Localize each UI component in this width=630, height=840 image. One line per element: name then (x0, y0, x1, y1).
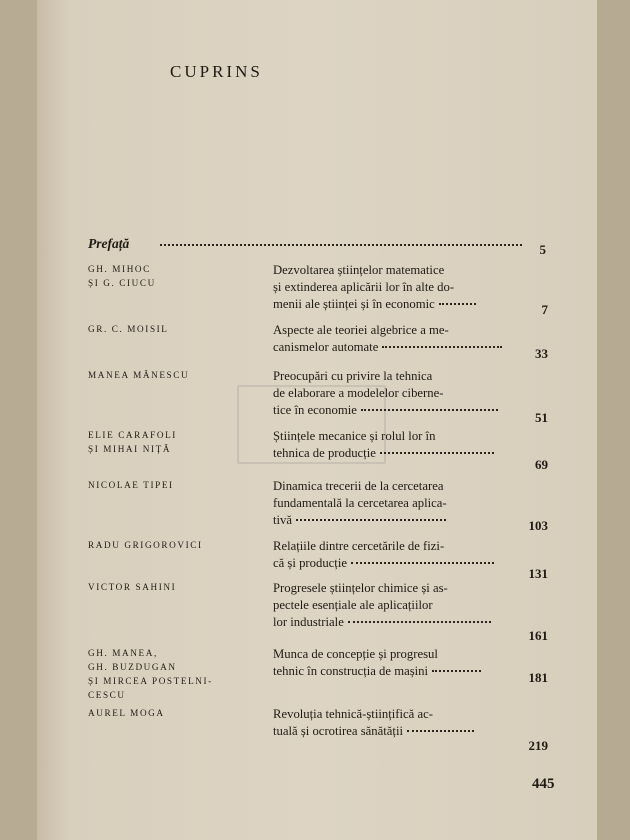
toc-page-number: 181 (528, 670, 548, 685)
page-edge (597, 0, 630, 840)
toc-author: VICTOR SAHINI (88, 582, 177, 592)
toc-author: NICOLAE TIPEI (88, 480, 174, 490)
preface-row (88, 236, 546, 257)
toc-author: MANEA MĂNESCU (88, 370, 190, 380)
leader-dots (296, 519, 446, 521)
book-spine (0, 0, 37, 840)
toc-page-number: 51 (535, 410, 548, 425)
toc-page-number: 69 (535, 457, 548, 472)
toc-page-number: 103 (528, 518, 548, 533)
leader-dots (439, 303, 476, 305)
leader-dots (351, 562, 495, 564)
toc-title: Relațiile dintre cercetările de fizi- că și producție (273, 538, 511, 572)
folio-number: 445 (532, 776, 555, 792)
toc-page-number: 219 (528, 738, 548, 753)
toc-title: Preocupări cu privire la tehnica de elaborare a modelelor ciberne- tice în economie (273, 368, 511, 419)
leader-dots (380, 452, 494, 454)
toc-title: Dezvoltarea științelor matematice și extinderea aplicării lor în alte do- menii ale științei și în economic (273, 262, 511, 313)
leader-dots (348, 621, 492, 623)
toc-author: AUREL MOGA (88, 708, 165, 718)
page-title: CUPRINS (170, 62, 263, 81)
toc-page-number: 33 (535, 346, 548, 361)
toc-title: Revoluția tehnică-științifică ac- tuală și ocrotirea sănătății (273, 706, 511, 740)
toc-title: Științele mecanice și rolul lor în tehnica de producție (273, 428, 511, 462)
toc-page-number: 7 (541, 302, 548, 317)
leader-dots (407, 730, 474, 732)
toc-title: Progresele științelor chimice și as- pectele esențiale ale aplicațiilor lor industriale (273, 580, 511, 631)
leader-dots (432, 670, 481, 672)
toc-title: Munca de concepție și progresul tehnic în construcția de mașini (273, 646, 511, 680)
preface-page-number: 5 (539, 242, 546, 257)
toc-author: RADU GRIGOROVICI (88, 540, 203, 550)
toc-author: GR. C. MOISIL (88, 324, 169, 334)
toc-author: GH. MIHOC ȘI G. CIUCU (88, 264, 156, 288)
toc-author: ELIE CARAFOLI ȘI MIHAI NIȚĂ (88, 430, 177, 454)
preface-label: Prefață (88, 236, 130, 251)
preface-leader-dots (160, 244, 522, 246)
toc-title: Dinamica trecerii de la cercetarea fundamentală la cercetarea aplica- tivă (273, 479, 447, 527)
toc-author: GH. MANEA, GH. BUZDUGAN ȘI MIRCEA POSTELNI- CESCU (88, 648, 213, 700)
leader-dots (382, 346, 502, 348)
toc-title: Aspecte ale teoriei algebrice a me- canismelor automate (273, 322, 511, 356)
leader-dots (361, 409, 499, 411)
toc-page-number: 131 (528, 566, 548, 581)
toc-page-number: 161 (528, 628, 548, 643)
